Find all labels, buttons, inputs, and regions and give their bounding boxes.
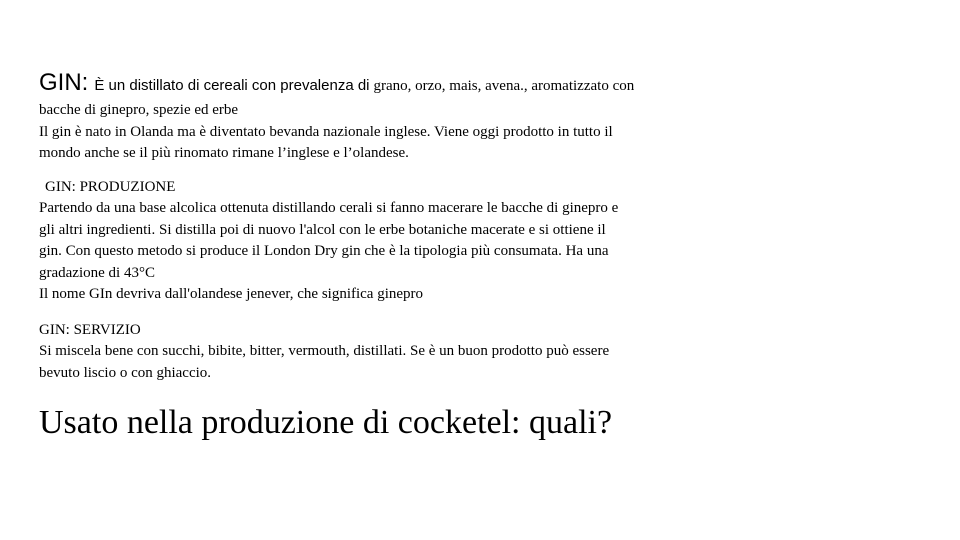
intro-line-4: mondo anche se il più rinomato rimane l’inglese e l’olandese.	[39, 145, 409, 161]
production-title: GIN: PRODUZIONE	[45, 178, 176, 195]
intro-text-2: , aromatizzato con	[523, 78, 635, 94]
intro-text-1: È un distillato di cereali con prevalenza di	[94, 77, 370, 94]
gin-heading: GIN:	[39, 69, 89, 96]
service-section	[39, 320, 759, 385]
production-line: gradazione di 43°C	[39, 264, 155, 281]
question-heading: Usato nella produzione di cocketel: quali?	[39, 404, 613, 441]
service-line: Si miscela bene con succhi, bibite, bitter, vermouth, distillati. Se è un buon prodotto può essere	[39, 343, 610, 359]
production-line: Partendo da una base alcolica ottenuta distillando cerali si fanno macerare le bacche di ginepro e	[39, 200, 619, 216]
production-line: gin. Con questo metodo si produce il London Dry gin che è la tipologia più consumata. Ha una	[39, 243, 609, 259]
production-section	[39, 177, 759, 306]
service-title: GIN: SERVIZIO	[39, 321, 141, 338]
intro-grains: grano, orzo, mais, avena.	[373, 78, 524, 94]
intro-line-3: Il gin è nato in Olanda ma è diventato bevanda nazionale inglese. Viene oggi prodotto in tutto il	[39, 123, 613, 140]
service-line: bevuto liscio o con ghiaccio.	[39, 364, 212, 381]
intro-heading-line	[39, 66, 759, 100]
production-line: Il nome GIn devriva dall'olandese jenever, che significa ginepro	[39, 286, 424, 302]
intro-line-2: bacche di ginepro, spezie ed erbe	[39, 102, 239, 118]
slide-content	[39, 66, 759, 444]
production-line: gli altri ingredienti. Si distilla poi di nuovo l'alcol con le erbe botaniche macerate e si ottiene il	[39, 221, 606, 238]
